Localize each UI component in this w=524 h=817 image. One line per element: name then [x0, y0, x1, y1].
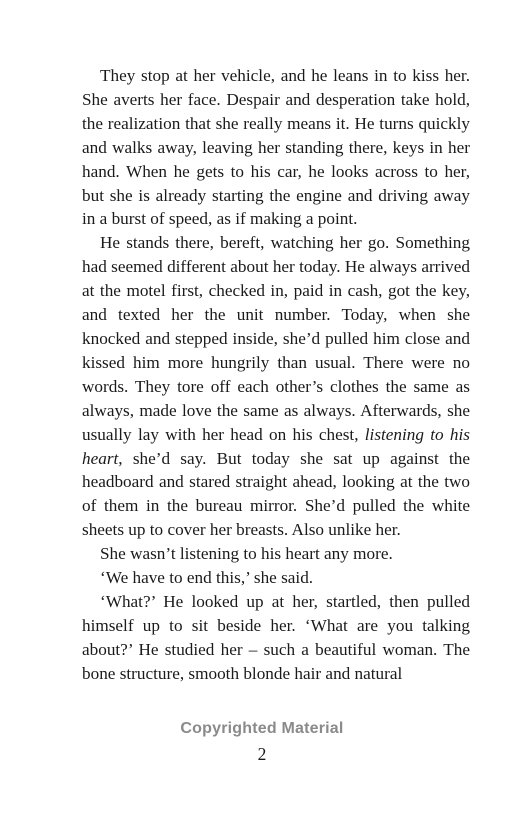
copyright-watermark: Copyrighted Material: [180, 720, 344, 737]
paragraph-3-text: She wasn’t listening to his heart any more.: [100, 544, 393, 564]
paragraph-4-text: ‘We have to end this,’ she said.: [100, 568, 314, 588]
paragraph-5: [82, 590, 470, 686]
paragraph-1-text: They stop at her vehicle, and he leans in to kiss her. She averts her face. Despair and desperation take hold, the realization that she really means it. He turns quickly and walks away, leaving her standing there, keys in her hand. When he gets to his car, he looks across to her, but she is already starting the engine and driving away in a burst of speed, as if making a point.: [82, 66, 470, 229]
paragraph-2-emphasis: listening to his heart: [82, 424, 470, 468]
paragraph-5-text: ‘What?’ He looked up at her, startled, then pulled himself up to sit beside her. ‘What are you talking about?’ He studied her – such a beautiful woman. The bone structure, smooth blonde hair and natural: [82, 591, 470, 683]
paragraph-3: [82, 542, 470, 566]
paragraph-1: [82, 64, 470, 231]
page-body: [82, 64, 470, 686]
paragraph-2-text-end: , she’d say. But today she sat up against the headboard and stared straight ahead, looking at the two of them in the bureau mirror. She’d pulled the white sheets up to cover her breasts. Also unlike her.: [82, 448, 470, 540]
page-number: 2: [257, 744, 267, 764]
paragraph-2-text-start: He stands there, bereft, watching her go. Something had seemed different about her today. He always arrived at the motel first, checked in, paid in cash, got the key, and texted her the unit number. Today, when she knocked and stepped inside, she’d pulled him close and kissed him more hungrily than usual. There were no words. They tore off each other’s clothes the same as always, made love the same as always. Afterwards, she usually lay with her head on his chest,: [82, 233, 470, 444]
paragraph-4: [82, 566, 470, 590]
paragraph-2: [82, 231, 470, 542]
